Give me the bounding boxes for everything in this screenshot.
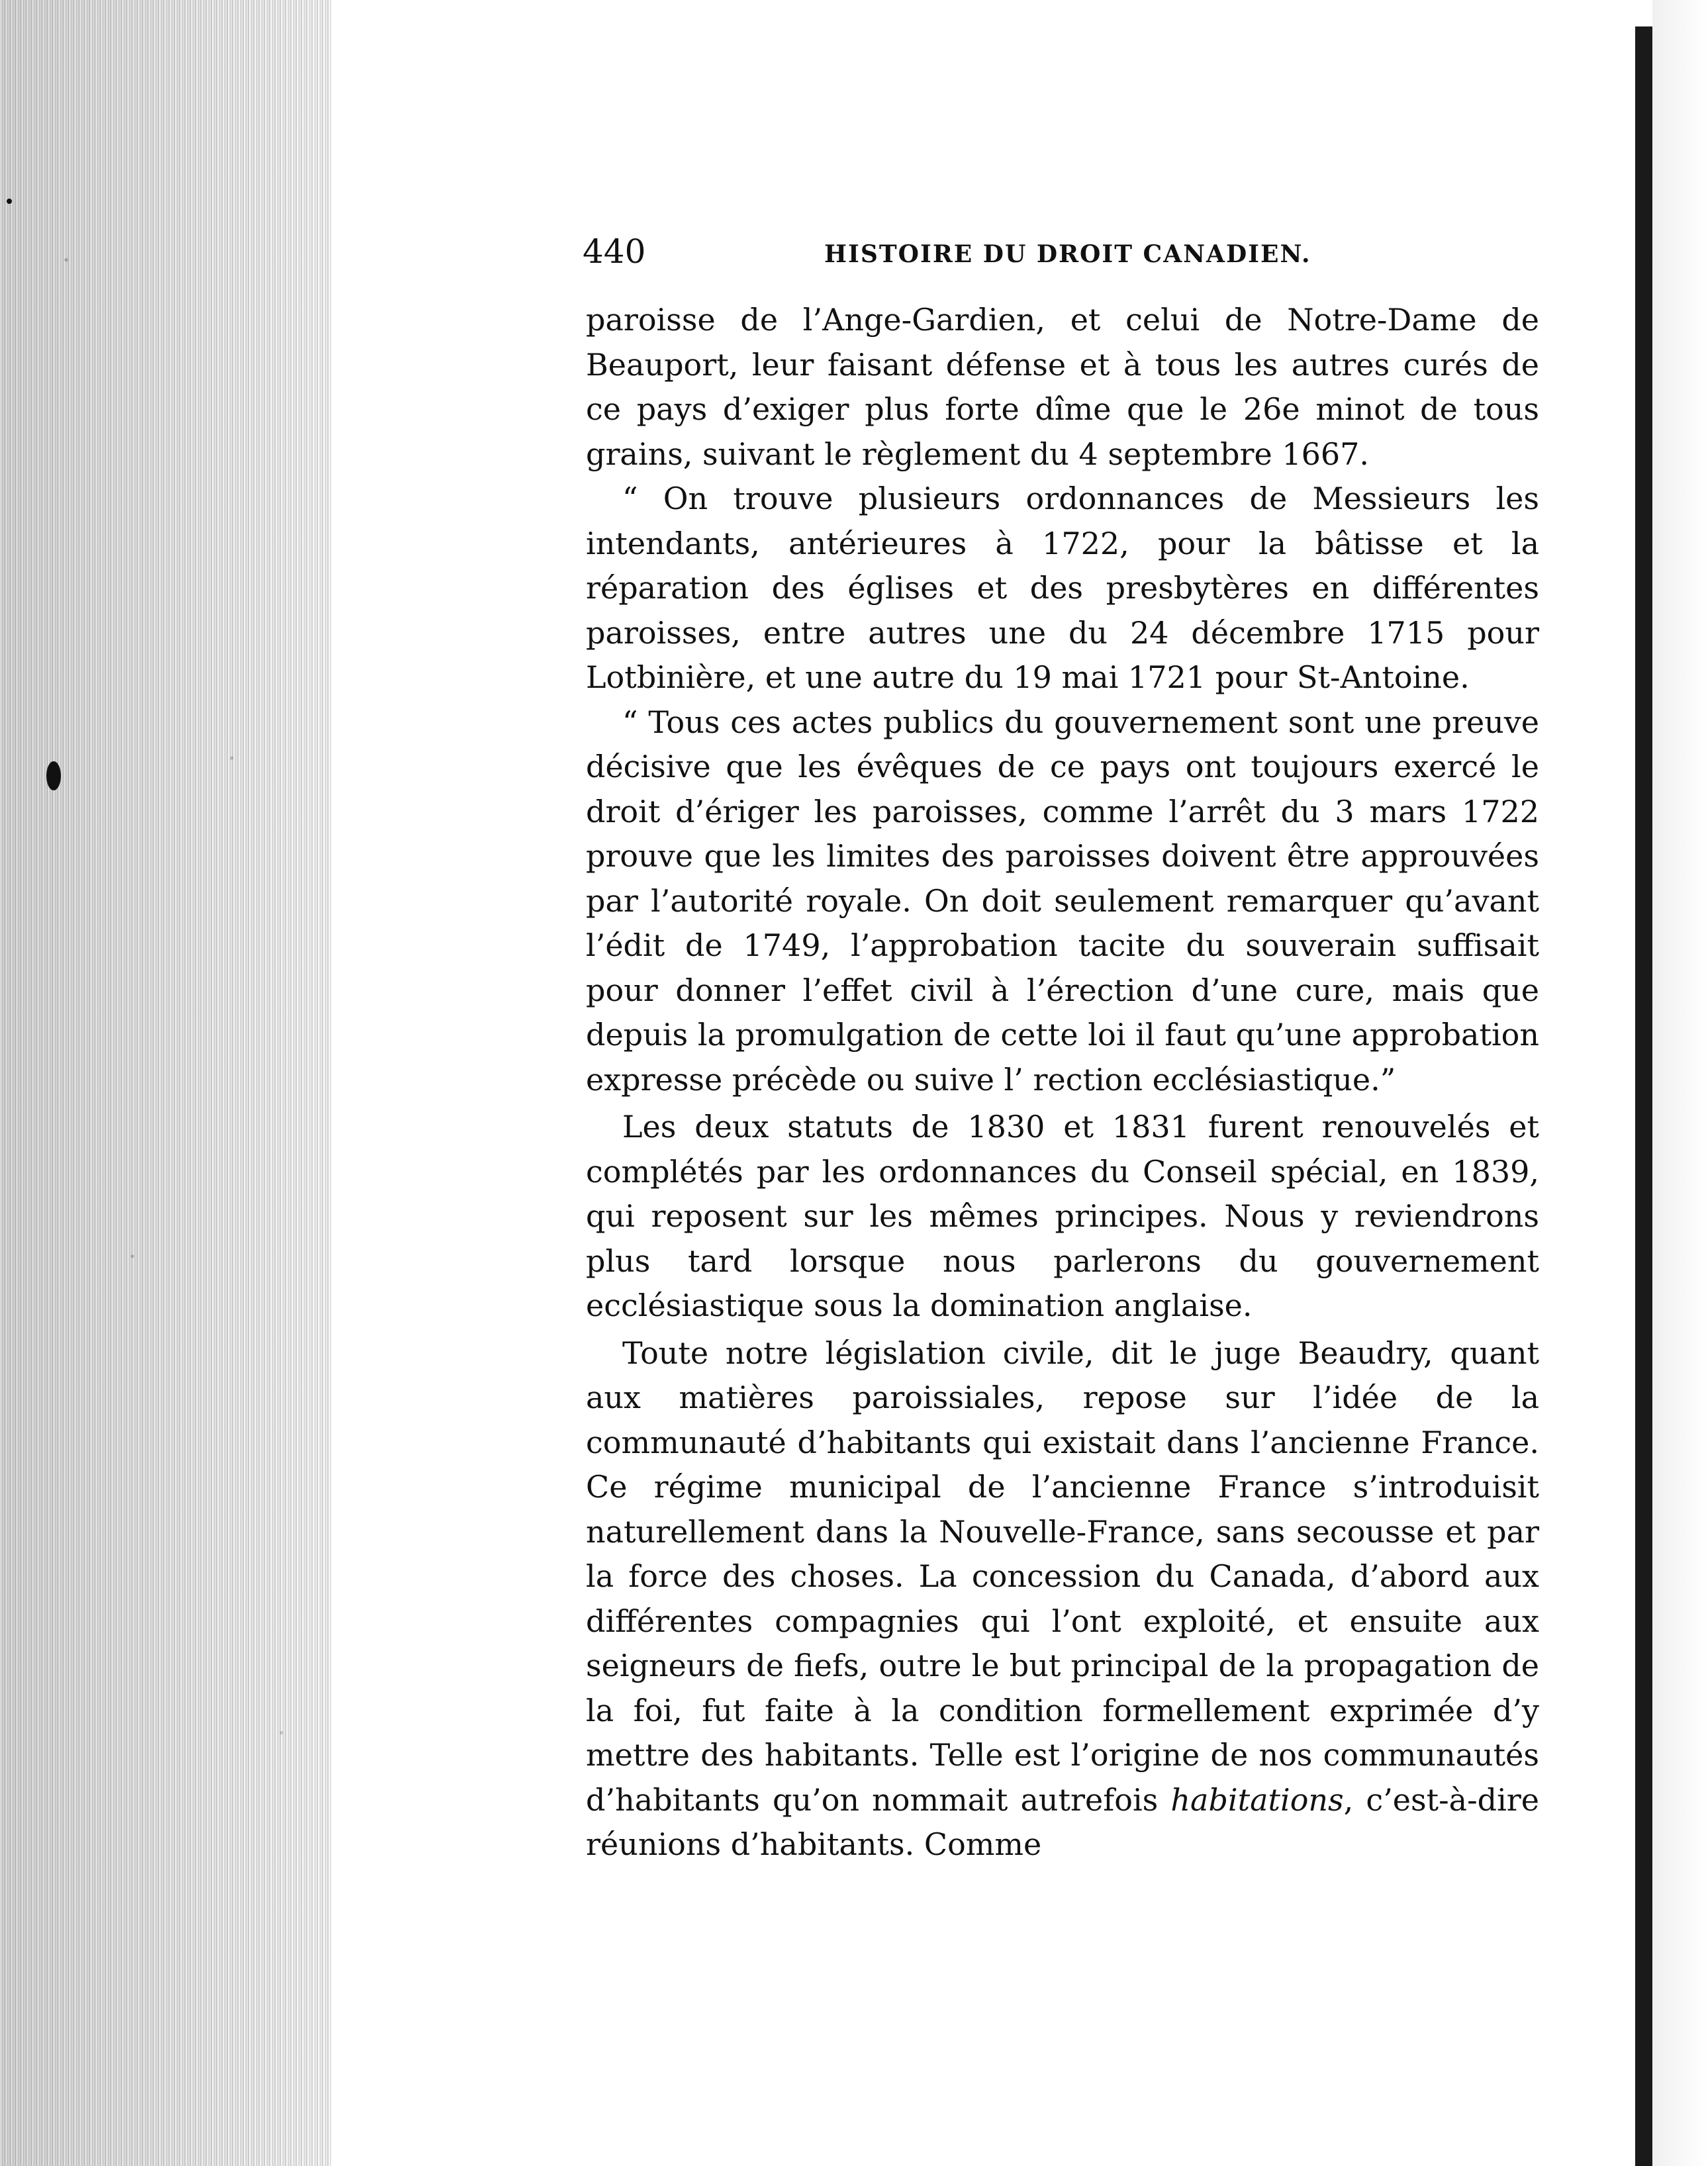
paragraph	[586, 1331, 1539, 1867]
paragraph-text: , c’est-à-dire réunions d’habitants. Comme	[586, 1781, 1540, 1862]
paragraph: paroisse de l’Ange-Gardien, et celui de Notre-Dame de Beauport, leur faisant défense et à tous les autres curés de ce pays d’exiger plus forte dîme que le 26e minot de tous grains, suivant le règlement du 4 septembre 1667.	[586, 302, 1539, 472]
body-text	[586, 298, 1539, 1867]
page-number: 440	[583, 232, 646, 271]
paragraph: Les deux statuts de 1830 et 1831 furent renouvelés et complétés par les ordonnances du Conseil spécial, en 1839, qui reposent sur les mêmes principes. Nous y reviendrons plus tard lorsque nous parlerons du gouvernement ecclésiastique sous la domination anglaise.	[586, 1109, 1539, 1323]
binding-mark	[46, 761, 61, 790]
paragraph-text: Toute notre législation civile, dit le juge Beaudry, quant aux matières paroissiales, repose sur l’idée de la communauté d’habitants qui existait dans l’ancienne France. Ce régime municipal de l’ancienne France s’introduisit naturellement dans la Nouvelle-France, sans secousse et par la force des choses. La concession du Canada, d’abord aux différentes compagnies qui l’ont exploité, et ensuite aux seigneurs de fiefs, outre le but principal de la propagation de la foi, fut faite à la condition formellement exprimée d’y mettre des habitants. Telle est l’origine de nos communautés d’habitants qu’on nommait autrefois	[586, 1335, 1539, 1818]
facing-page-edge	[1652, 0, 1708, 2166]
paragraph: “ Tous ces actes publics du gouvernement sont une preuve décisive que les évêques de ce pays ont toujours exercé le droit d’ériger les paroisses, comme l’arrêt du 3 mars 1722 prouve que les limites des paroisses doivent être approuvées par l’autorité royale. On doit seulement remarquer qu’avant l’édit de 1749, l’approbation tacite du souverain suffisait pour donner l’effet civil à l’érection d’une cure, mais que depuis la promulgation de cette loi il faut qu’une approbation expresse précède ou suive l’ rection ecclésiastique.”	[586, 704, 1539, 1098]
italic-term: habitations	[1170, 1781, 1344, 1818]
binding-mark	[7, 199, 12, 204]
stacked-page-edges	[0, 0, 331, 2166]
gutter-shadow	[1635, 26, 1652, 2166]
page-header	[583, 228, 1542, 275]
paragraph: “ On trouve plusieurs ordonnances de Messieurs les intendants, antérieures à 1722, pour la bâtisse et la réparation des églises et des presbytères en différentes paroisses, entre autres une du 24 décembre 1715 pour Lotbinière, et une autre du 19 mai 1721 pour St-Antoine.	[586, 481, 1539, 695]
running-title: HISTOIRE DU DROIT CANADIEN.	[824, 240, 1311, 268]
